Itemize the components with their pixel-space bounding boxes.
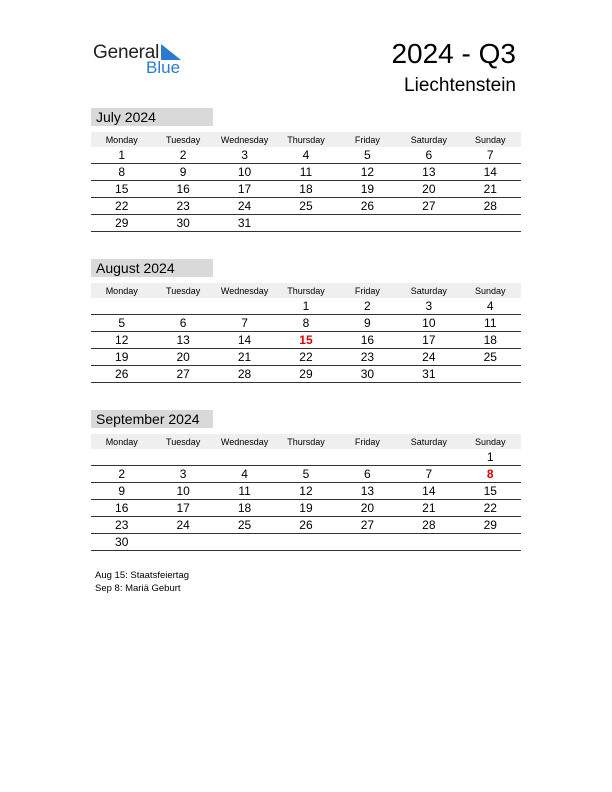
day-cell: 6 xyxy=(337,466,398,483)
day-cell: 18 xyxy=(214,500,275,517)
weekday-header-row xyxy=(91,434,521,449)
day-cell: 26 xyxy=(275,517,336,534)
day-cell xyxy=(275,215,336,232)
weekday-header: Sunday xyxy=(460,132,521,147)
week-row xyxy=(91,181,521,198)
month-table xyxy=(91,283,521,383)
day-cell: 27 xyxy=(398,198,459,215)
weekday-header: Friday xyxy=(337,283,398,298)
day-cell: 25 xyxy=(275,198,336,215)
day-cell: 28 xyxy=(398,517,459,534)
day-cell xyxy=(337,534,398,551)
day-cell: 8 xyxy=(275,315,336,332)
day-cell xyxy=(460,534,521,551)
day-cell: 1 xyxy=(91,147,152,164)
day-cell xyxy=(91,298,152,315)
day-cell xyxy=(275,449,336,466)
day-cell: 31 xyxy=(214,215,275,232)
weekday-header: Wednesday xyxy=(214,434,275,449)
day-cell: 11 xyxy=(214,483,275,500)
day-cell: 26 xyxy=(91,366,152,383)
day-cell: 3 xyxy=(214,147,275,164)
day-cell: 12 xyxy=(91,332,152,349)
week-row xyxy=(91,534,521,551)
weekday-header: Thursday xyxy=(275,283,336,298)
day-cell: 16 xyxy=(337,332,398,349)
day-cell: 9 xyxy=(152,164,213,181)
day-cell: 14 xyxy=(398,483,459,500)
page-title: 2024 - Q3 xyxy=(391,38,516,69)
day-cell: 21 xyxy=(460,181,521,198)
day-cell: 12 xyxy=(337,164,398,181)
day-cell: 24 xyxy=(214,198,275,215)
logo-general-text: General xyxy=(93,42,160,63)
week-row xyxy=(91,517,521,534)
day-cell: 8 xyxy=(460,466,521,483)
day-cell: 5 xyxy=(275,466,336,483)
week-row xyxy=(91,147,521,164)
day-cell: 31 xyxy=(398,366,459,383)
day-cell: 20 xyxy=(152,349,213,366)
month-title: August 2024 xyxy=(91,259,213,277)
day-cell: 27 xyxy=(152,366,213,383)
day-cell: 4 xyxy=(460,298,521,315)
weekday-header: Friday xyxy=(337,132,398,147)
day-cell: 23 xyxy=(337,349,398,366)
day-cell: 5 xyxy=(337,147,398,164)
day-cell: 7 xyxy=(460,147,521,164)
week-row xyxy=(91,500,521,517)
week-row xyxy=(91,298,521,315)
day-cell: 30 xyxy=(152,215,213,232)
weekday-header: Tuesday xyxy=(152,132,213,147)
month-block xyxy=(91,108,521,232)
day-cell xyxy=(337,449,398,466)
day-cell: 29 xyxy=(460,517,521,534)
day-cell: 18 xyxy=(460,332,521,349)
day-cell: 14 xyxy=(460,164,521,181)
day-cell: 13 xyxy=(337,483,398,500)
weekday-header: Friday xyxy=(337,434,398,449)
day-cell: 22 xyxy=(460,500,521,517)
day-cell: 19 xyxy=(337,181,398,198)
week-row xyxy=(91,349,521,366)
day-cell: 30 xyxy=(91,534,152,551)
day-cell: 16 xyxy=(152,181,213,198)
month-table xyxy=(91,434,521,551)
day-cell xyxy=(214,534,275,551)
weekday-header: Monday xyxy=(91,283,152,298)
day-cell: 15 xyxy=(275,332,336,349)
weekday-header-row xyxy=(91,283,521,298)
day-cell xyxy=(398,449,459,466)
day-cell xyxy=(214,449,275,466)
day-cell xyxy=(460,215,521,232)
day-cell: 29 xyxy=(275,366,336,383)
logo-blue-text: Blue xyxy=(146,58,181,77)
day-cell: 9 xyxy=(91,483,152,500)
month-title: September 2024 xyxy=(91,410,213,428)
weekday-header-row xyxy=(91,132,521,147)
day-cell: 8 xyxy=(91,164,152,181)
day-cell: 21 xyxy=(398,500,459,517)
week-row xyxy=(91,449,521,466)
day-cell: 29 xyxy=(91,215,152,232)
day-cell: 17 xyxy=(214,181,275,198)
week-row xyxy=(91,332,521,349)
day-cell xyxy=(398,215,459,232)
week-row xyxy=(91,315,521,332)
day-cell: 7 xyxy=(398,466,459,483)
day-cell: 3 xyxy=(398,298,459,315)
day-cell: 10 xyxy=(214,164,275,181)
weekday-header: Saturday xyxy=(398,283,459,298)
day-cell: 20 xyxy=(398,181,459,198)
day-cell xyxy=(91,449,152,466)
day-cell: 6 xyxy=(398,147,459,164)
weekday-header: Monday xyxy=(91,434,152,449)
day-cell: 24 xyxy=(398,349,459,366)
day-cell: 20 xyxy=(337,500,398,517)
holiday-notes xyxy=(95,569,189,595)
weekday-header: Monday xyxy=(91,132,152,147)
day-cell: 27 xyxy=(337,517,398,534)
day-cell: 9 xyxy=(337,315,398,332)
month-block xyxy=(91,410,521,551)
day-cell: 2 xyxy=(337,298,398,315)
day-cell: 7 xyxy=(214,315,275,332)
week-row xyxy=(91,215,521,232)
month-block xyxy=(91,259,521,383)
holiday-note: Aug 15: Staatsfeiertag xyxy=(95,570,190,581)
day-cell xyxy=(275,534,336,551)
week-row xyxy=(91,466,521,483)
day-cell: 15 xyxy=(91,181,152,198)
day-cell: 1 xyxy=(460,449,521,466)
day-cell: 28 xyxy=(460,198,521,215)
weekday-header: Tuesday xyxy=(152,434,213,449)
day-cell xyxy=(152,298,213,315)
week-row xyxy=(91,483,521,500)
day-cell: 16 xyxy=(91,500,152,517)
day-cell: 22 xyxy=(91,198,152,215)
logo xyxy=(93,42,193,78)
day-cell xyxy=(460,366,521,383)
day-cell: 24 xyxy=(152,517,213,534)
weekday-header: Tuesday xyxy=(152,283,213,298)
day-cell: 23 xyxy=(91,517,152,534)
weekday-header: Sunday xyxy=(460,434,521,449)
day-cell: 1 xyxy=(275,298,336,315)
day-cell: 18 xyxy=(275,181,336,198)
day-cell: 3 xyxy=(152,466,213,483)
weekday-header: Sunday xyxy=(460,283,521,298)
day-cell: 4 xyxy=(214,466,275,483)
day-cell: 11 xyxy=(275,164,336,181)
day-cell: 6 xyxy=(152,315,213,332)
day-cell: 22 xyxy=(275,349,336,366)
day-cell: 13 xyxy=(398,164,459,181)
holiday-note: Sep 8: Mariä Geburt xyxy=(95,583,181,594)
day-cell xyxy=(152,534,213,551)
day-cell: 2 xyxy=(91,466,152,483)
day-cell: 17 xyxy=(398,332,459,349)
day-cell xyxy=(152,449,213,466)
day-cell: 11 xyxy=(460,315,521,332)
day-cell: 25 xyxy=(460,349,521,366)
week-row xyxy=(91,164,521,181)
weekday-header: Saturday xyxy=(398,434,459,449)
day-cell: 17 xyxy=(152,500,213,517)
week-row xyxy=(91,198,521,215)
day-cell: 13 xyxy=(152,332,213,349)
month-title: July 2024 xyxy=(91,108,213,126)
weekday-header: Thursday xyxy=(275,132,336,147)
day-cell: 25 xyxy=(214,517,275,534)
country-name: Liechtenstein xyxy=(404,75,516,96)
day-cell: 2 xyxy=(152,147,213,164)
day-cell: 12 xyxy=(275,483,336,500)
weekday-header: Saturday xyxy=(398,132,459,147)
day-cell: 30 xyxy=(337,366,398,383)
day-cell: 14 xyxy=(214,332,275,349)
weekday-header: Wednesday xyxy=(214,283,275,298)
day-cell: 19 xyxy=(91,349,152,366)
day-cell: 15 xyxy=(460,483,521,500)
week-row xyxy=(91,366,521,383)
day-cell: 28 xyxy=(214,366,275,383)
day-cell: 4 xyxy=(275,147,336,164)
day-cell xyxy=(398,534,459,551)
month-table xyxy=(91,132,521,232)
weekday-header: Thursday xyxy=(275,434,336,449)
day-cell: 26 xyxy=(337,198,398,215)
day-cell: 21 xyxy=(214,349,275,366)
day-cell: 5 xyxy=(91,315,152,332)
day-cell: 19 xyxy=(275,500,336,517)
day-cell xyxy=(214,298,275,315)
day-cell xyxy=(337,215,398,232)
day-cell: 10 xyxy=(152,483,213,500)
day-cell: 23 xyxy=(152,198,213,215)
weekday-header: Wednesday xyxy=(214,132,275,147)
day-cell: 10 xyxy=(398,315,459,332)
